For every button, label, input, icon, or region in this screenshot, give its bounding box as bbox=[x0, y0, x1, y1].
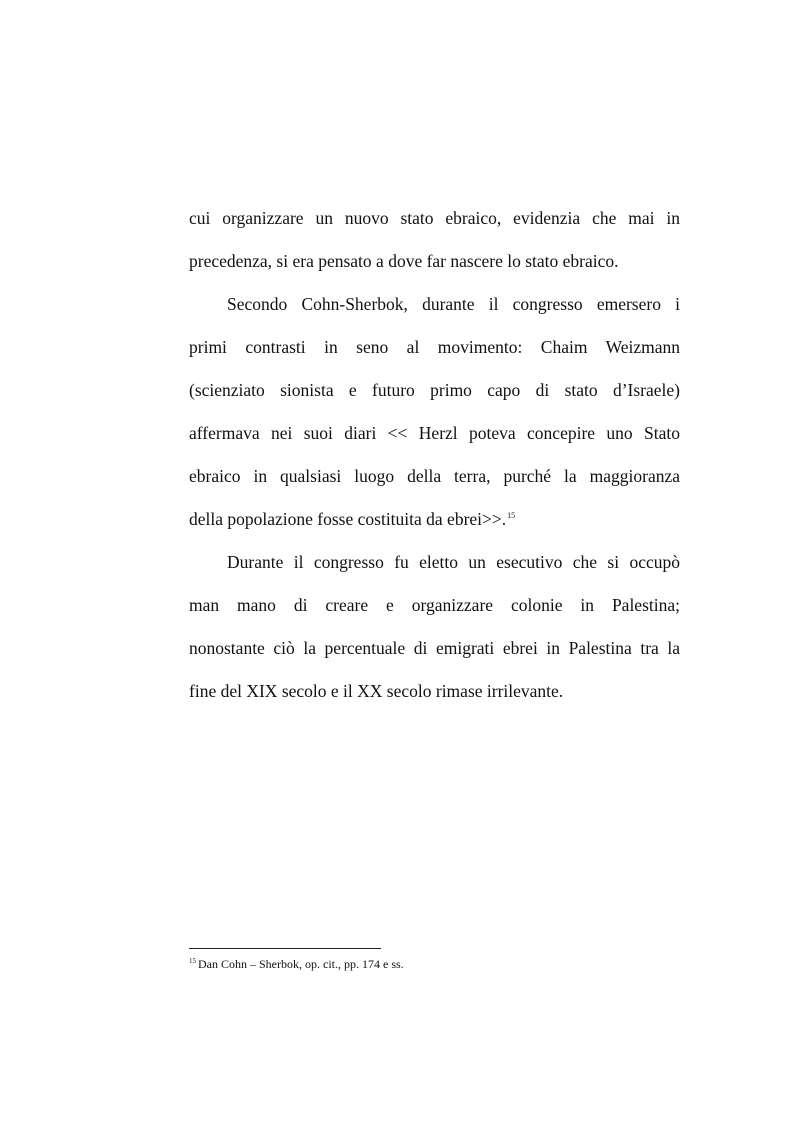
text-line: Secondo Cohn-Sherbok, durante il congresso emersero i bbox=[227, 294, 680, 314]
body-text bbox=[189, 197, 680, 713]
text-line: della popolazione fosse costituita da ebrei>>. bbox=[189, 509, 507, 529]
text-line: cui organizzare un nuovo stato ebraico, evidenzia che mai in bbox=[189, 208, 680, 228]
footnote-text: Dan Cohn – Sherbok, op. cit., pp. 174 e ss. bbox=[198, 957, 404, 971]
text-line-with-footnote bbox=[189, 498, 680, 541]
text-line: precedenza, si era pensato a dove far nascere lo stato ebraico. bbox=[189, 251, 619, 271]
footnote-number: 15 bbox=[189, 957, 196, 965]
footnote bbox=[189, 956, 680, 972]
text-line: Durante il congresso fu eletto un esecutivo che si occupò bbox=[227, 552, 680, 572]
footnote-reference[interactable]: 15 bbox=[507, 511, 516, 521]
text-line: (scienziato sionista e futuro primo capo di stato d’Israele) bbox=[189, 380, 680, 400]
text-line: man mano di creare e organizzare colonie in Palestina; bbox=[189, 595, 680, 615]
text-line: fine del XIX secolo e il XX secolo rimase irrilevante. bbox=[189, 681, 564, 701]
text-line: nonostante ciò la percentuale di emigrati ebrei in Palestina tra la bbox=[189, 638, 680, 658]
text-line: affermava nei suoi diari << Herzl poteva concepire uno Stato bbox=[189, 423, 680, 443]
text-line: primi contrasti in seno al movimento: Chaim Weizmann bbox=[189, 337, 680, 357]
text-line: ebraico in qualsiasi luogo della terra, purché la maggioranza bbox=[189, 466, 680, 486]
footnote-divider bbox=[189, 948, 381, 949]
